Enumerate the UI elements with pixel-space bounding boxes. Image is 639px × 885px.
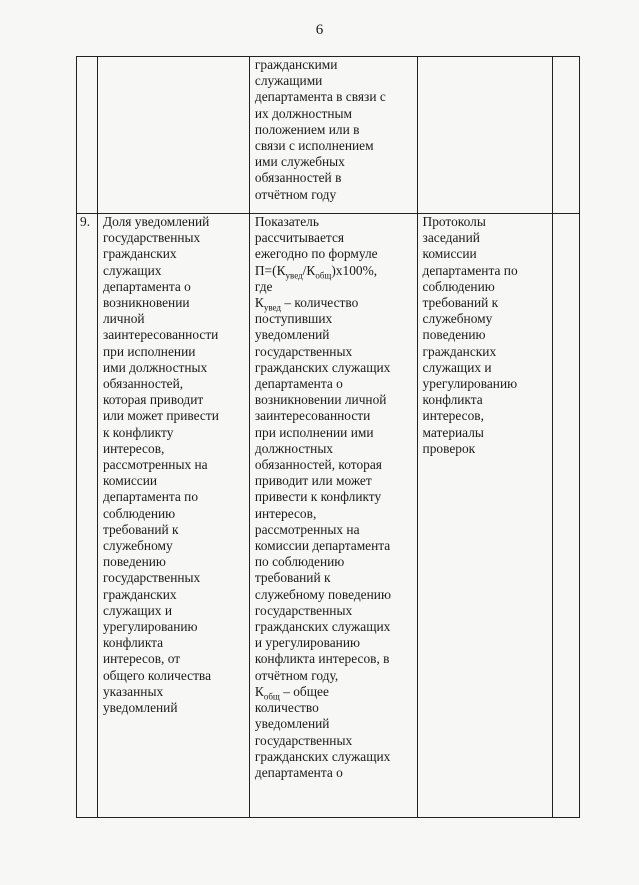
text-line: конфликта интересов, в bbox=[254, 651, 390, 667]
text-line: обязанностей, bbox=[102, 376, 184, 392]
text-line: положением или в bbox=[254, 121, 360, 137]
text-line: уведомлений bbox=[102, 700, 178, 716]
text-line: государственных bbox=[102, 230, 201, 246]
text-line: рассмотренных на bbox=[254, 521, 360, 537]
kuved-definition: $К_{увед}$ – количество bbox=[254, 295, 359, 313]
text-line: Доля уведомлений bbox=[102, 214, 210, 229]
text-line: гражданских bbox=[422, 343, 497, 359]
text-line: уведомлений bbox=[254, 716, 330, 732]
text-line: соблюдению bbox=[422, 278, 495, 294]
indicator-cell bbox=[97, 57, 249, 214]
row-number: 9. bbox=[77, 214, 98, 818]
text-line: заседаний bbox=[422, 230, 480, 246]
text-line: и урегулированию bbox=[254, 635, 361, 651]
text-line: государственных bbox=[102, 570, 201, 586]
text-line: служебному поведению bbox=[254, 586, 391, 602]
text-line: гражданских bbox=[102, 586, 177, 602]
text-line: служащими bbox=[254, 73, 323, 89]
text-line: урегулированию bbox=[102, 619, 198, 635]
text-line: ими служебных bbox=[254, 154, 345, 170]
text-line: уведомлений bbox=[254, 327, 330, 343]
text-line: приводит или может bbox=[254, 473, 372, 489]
text-line: или может привести bbox=[102, 408, 219, 424]
text-line: Показатель bbox=[254, 214, 319, 229]
calculation-cell bbox=[249, 57, 417, 214]
indicators-table bbox=[76, 56, 580, 818]
text-line: привести к конфликту bbox=[254, 489, 382, 505]
page-number: 6 bbox=[315, 22, 324, 38]
text-line: требований к bbox=[422, 295, 499, 311]
text-line: служебному bbox=[422, 311, 493, 327]
text-line: поведению bbox=[422, 327, 486, 343]
text-line: отчётном году bbox=[254, 186, 337, 202]
text-line: общего количества bbox=[102, 667, 212, 683]
text-line: поведению bbox=[102, 554, 166, 570]
text-line: к конфликту bbox=[102, 424, 174, 440]
source-cell bbox=[417, 214, 552, 818]
text-line: гражданских служащих bbox=[254, 619, 391, 635]
calculation-cell bbox=[249, 214, 417, 818]
text-line: при исполнении bbox=[102, 343, 196, 359]
text-line: департамента о bbox=[254, 764, 343, 780]
text-line: заинтересованности bbox=[254, 408, 371, 424]
text-line: должностных bbox=[254, 440, 334, 456]
text-line: по соблюдению bbox=[254, 554, 345, 570]
text-line: Протоколы bbox=[422, 214, 486, 229]
text-line: государственных bbox=[254, 343, 353, 359]
source-cell bbox=[417, 57, 552, 214]
extra-cell bbox=[552, 57, 579, 214]
text-line: гражданскими bbox=[254, 57, 338, 72]
text-line: государственных bbox=[254, 602, 353, 618]
text-line: возникновении bbox=[102, 295, 190, 311]
number-cell bbox=[77, 57, 98, 214]
text-line: их должностным bbox=[254, 105, 352, 121]
text-line: указанных bbox=[102, 683, 164, 699]
text-line: обязанностей в bbox=[254, 170, 342, 186]
text-line: департамента по bbox=[102, 489, 199, 505]
text-line: служебному bbox=[102, 538, 173, 554]
text-line: требований к bbox=[254, 570, 331, 586]
text-line: количество bbox=[254, 700, 319, 716]
kobsh-definition: $К_{общ}$ – общее bbox=[254, 683, 329, 702]
text-line: департамента по bbox=[422, 262, 518, 278]
text-line: гражданских служащих bbox=[254, 359, 391, 375]
text-line: отчётном году, bbox=[254, 667, 339, 683]
text-line: комиссии департамента bbox=[254, 538, 391, 554]
formula: $П=(К_{увед}/К_{общ})х100\%$, bbox=[254, 262, 378, 281]
text-line: интересов, bbox=[422, 408, 484, 424]
text-line: обязанностей, которая bbox=[254, 457, 382, 473]
text-line: служащих и bbox=[422, 359, 492, 375]
text-line: служащих bbox=[102, 262, 162, 278]
text-line: урегулированию bbox=[422, 376, 518, 392]
text-line: интересов, bbox=[254, 505, 317, 521]
extra-cell bbox=[552, 214, 579, 818]
text-line: материалы bbox=[422, 424, 484, 440]
text-line: интересов, от bbox=[102, 651, 181, 667]
text-line: требований к bbox=[102, 521, 179, 537]
text-line: при исполнении ими bbox=[254, 424, 374, 440]
text-line: возникновении личной bbox=[254, 392, 387, 408]
text-line: ежегодно по формуле bbox=[254, 246, 378, 262]
text-line: комиссии bbox=[102, 473, 158, 489]
text-line: гражданских bbox=[102, 246, 177, 262]
text-line: департамента о bbox=[102, 278, 191, 294]
formula-where: где bbox=[254, 278, 273, 294]
text-line: рассмотренных на bbox=[102, 457, 208, 473]
text-line: поступивших bbox=[254, 311, 333, 327]
text-line: конфликта bbox=[102, 635, 164, 651]
text-line: департамента в связи с bbox=[254, 89, 386, 105]
text-line: проверок bbox=[422, 440, 476, 456]
text-line: государственных bbox=[254, 732, 353, 748]
text-line: гражданских служащих bbox=[254, 748, 391, 764]
text-line: конфликта bbox=[422, 392, 483, 408]
text-line: заинтересованности bbox=[102, 327, 219, 343]
table-row-9 bbox=[77, 214, 580, 818]
text-line: рассчитывается bbox=[254, 230, 345, 246]
text-line: служащих и bbox=[102, 602, 172, 618]
text-line: интересов, bbox=[102, 440, 165, 456]
text-line: которая приводит bbox=[102, 392, 204, 408]
table-row-continuation bbox=[77, 57, 580, 214]
text-line: комиссии bbox=[422, 246, 477, 262]
text-line: соблюдению bbox=[102, 505, 176, 521]
text-line: личной bbox=[102, 311, 145, 327]
indicator-cell bbox=[97, 214, 249, 818]
text-line: ими должностных bbox=[102, 359, 208, 375]
text-line: связи с исполнением bbox=[254, 138, 374, 154]
text-line: департамента о bbox=[254, 376, 343, 392]
